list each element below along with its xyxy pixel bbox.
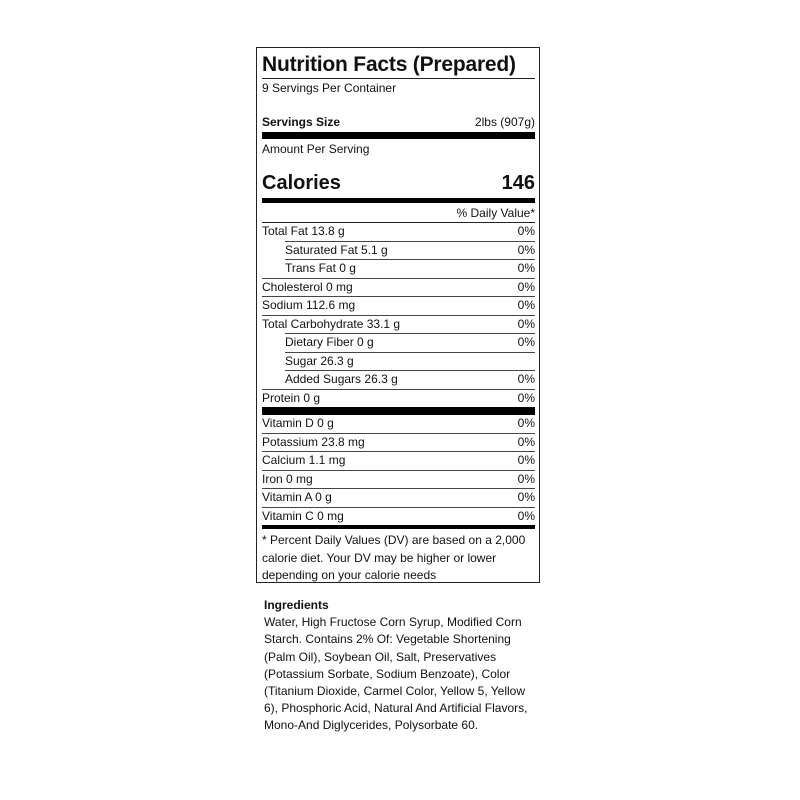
nutrient-row bbox=[285, 241, 535, 260]
nutrient-row bbox=[262, 451, 535, 470]
calories-row bbox=[262, 171, 535, 198]
nutrient-daily-value: 0% bbox=[517, 471, 535, 486]
serving-size-row bbox=[262, 114, 535, 130]
nutrient-name: Vitamin A 0 g bbox=[262, 490, 332, 504]
label-title: Nutrition Facts (Prepared) bbox=[262, 53, 516, 76]
daily-value-footnote: * Percent Daily Values (DV) are based on a 2,000 calorie diet. Your DV may be higher or lower depending on your calorie needs bbox=[262, 533, 526, 582]
nutrient-row bbox=[262, 470, 535, 489]
nutrient-row bbox=[262, 507, 535, 526]
nutrient-row bbox=[262, 296, 535, 315]
nutrient-name: Vitamin C 0 mg bbox=[262, 508, 344, 523]
ingredients-section bbox=[264, 597, 534, 735]
nutrient-name: Protein 0 g bbox=[262, 390, 321, 405]
nutrient-row bbox=[285, 370, 535, 389]
nutrient-daily-value: 0% bbox=[517, 298, 535, 312]
nutrient-daily-value: 0% bbox=[517, 508, 535, 523]
nutrition-facts-label bbox=[256, 47, 540, 583]
nutrient-name: Potassium 23.8 mg bbox=[262, 434, 365, 449]
nutrient-daily-value: 0% bbox=[517, 434, 535, 449]
calories-label: Calories bbox=[262, 172, 341, 194]
amount-per-serving: Amount Per Serving bbox=[262, 142, 370, 156]
nutrient-row bbox=[262, 389, 535, 408]
daily-value-header: % Daily Value* bbox=[262, 203, 535, 223]
ingredients-text: Water, High Fructose Corn Syrup, Modified Corn Starch. Contains 2% Of: Vegetable Shortening (Palm Oil), Soybean Oil, Salt, Preservatives (Potassium Sorbate, Sodium Benzoate), Color (Titanium Dioxide, Carmel Color, Yellow 5, Yellow 6), Phosphoric Acid, Natural And Artificial Flavors, Mono-And Diglycerides, Polysorbate 60. bbox=[264, 615, 528, 733]
nutrient-row bbox=[262, 488, 535, 507]
nutrient-daily-value: 0% bbox=[517, 279, 535, 294]
nutrient-daily-value: 0% bbox=[517, 372, 535, 386]
thick-divider bbox=[262, 132, 535, 139]
nutrient-row bbox=[262, 278, 535, 297]
serving-size-value: 2lbs (907g) bbox=[474, 115, 535, 129]
nutrient-name: Vitamin D 0 g bbox=[262, 416, 334, 430]
title-divider bbox=[262, 78, 535, 79]
vitamin-list bbox=[262, 415, 535, 525]
nutrient-daily-value: 0% bbox=[517, 261, 535, 275]
nutrient-name: Saturated Fat 5.1 g bbox=[285, 242, 388, 257]
nutrient-row bbox=[285, 352, 535, 371]
nutrient-row bbox=[262, 415, 535, 433]
nutrient-row bbox=[285, 333, 535, 352]
nutrient-row bbox=[262, 433, 535, 452]
ingredients-heading: Ingredients bbox=[264, 598, 329, 612]
nutrient-name: Added Sugars 26.3 g bbox=[285, 372, 398, 386]
nutrient-row bbox=[262, 315, 535, 334]
thick-divider bbox=[262, 407, 535, 415]
servings-per-container: 9 Servings Per Container bbox=[262, 81, 397, 95]
nutrient-name: Cholesterol 0 mg bbox=[262, 279, 353, 294]
nutrient-row bbox=[285, 259, 535, 278]
nutrient-name: Total Fat 13.8 g bbox=[262, 224, 345, 238]
nutrient-daily-value: 0% bbox=[517, 224, 535, 238]
nutrient-daily-value: 0% bbox=[517, 335, 535, 349]
nutrient-name: Sodium 112.6 mg bbox=[262, 298, 356, 312]
nutrient-name: Total Carbohydrate 33.1 g bbox=[262, 316, 401, 331]
nutrient-daily-value: 0% bbox=[517, 416, 535, 430]
nutrient-name: Sugar 26.3 g bbox=[285, 353, 354, 368]
nutrient-daily-value: 0% bbox=[517, 316, 535, 331]
nutrient-daily-value: 0% bbox=[517, 390, 535, 405]
nutrient-daily-value: 0% bbox=[517, 242, 535, 257]
nutrient-name: Dietary Fiber 0 g bbox=[285, 335, 374, 349]
nutrient-row bbox=[262, 223, 535, 241]
nutrient-list bbox=[262, 223, 535, 407]
nutrient-name: Calcium 1.1 mg bbox=[262, 453, 346, 467]
serving-size-label: Servings Size bbox=[262, 115, 341, 129]
calories-value: 146 bbox=[501, 172, 535, 194]
nutrient-daily-value: 0% bbox=[517, 490, 535, 504]
nutrient-name: Trans Fat 0 g bbox=[285, 261, 356, 275]
nutrient-daily-value: 0% bbox=[517, 453, 535, 467]
nutrient-name: Iron 0 mg bbox=[262, 471, 313, 486]
